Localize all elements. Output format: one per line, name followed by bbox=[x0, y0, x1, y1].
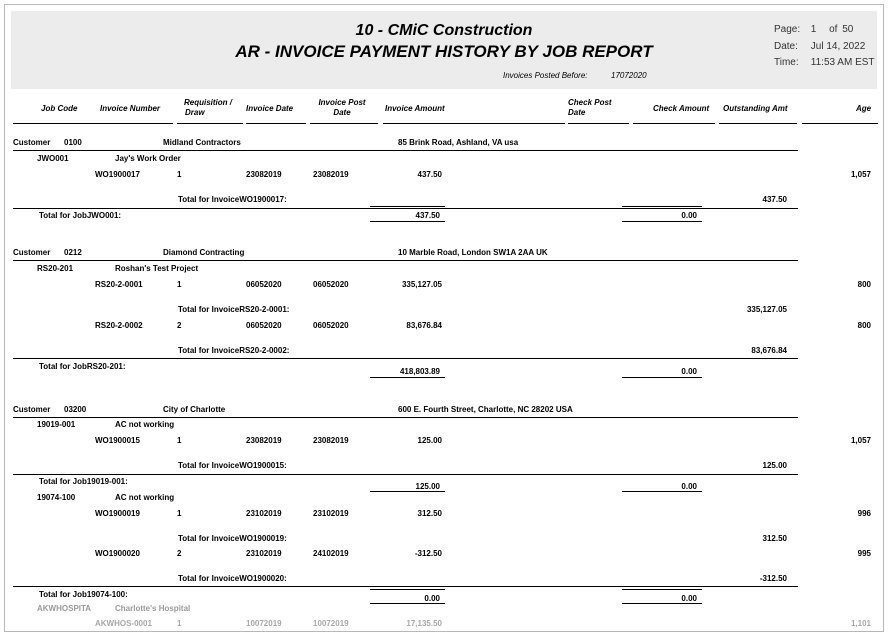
age: 995 bbox=[857, 549, 871, 558]
time-value: 11:53 AM EST bbox=[810, 57, 875, 68]
col-check-post-date bbox=[568, 98, 612, 118]
age: 1,057 bbox=[850, 170, 871, 179]
time-label: Time: bbox=[774, 57, 799, 68]
report-title: AR - INVOICE PAYMENT HISTORY BY JOB REPORT bbox=[235, 42, 653, 61]
invoice-amount: 17,135.50 bbox=[406, 619, 442, 628]
sum-rule bbox=[622, 377, 702, 378]
page-of: of bbox=[829, 24, 838, 35]
header-rule bbox=[802, 123, 878, 124]
col-invoice-post-line2: Date bbox=[333, 108, 351, 117]
job-total-amount: 437.50 bbox=[415, 211, 440, 220]
header-rule bbox=[383, 123, 565, 124]
sum-rule bbox=[622, 221, 702, 222]
customer-code: 0212 bbox=[64, 248, 82, 257]
customer-address: 10 Marble Road, London SW1A 2AA UK bbox=[398, 248, 548, 257]
job-total-rule bbox=[13, 586, 798, 587]
report-page bbox=[4, 4, 884, 632]
header-rule bbox=[719, 123, 797, 124]
company-title: 10 - CMiC Construction bbox=[355, 22, 533, 39]
sum-rule bbox=[622, 603, 702, 604]
job-name: Roshan's Test Project bbox=[115, 264, 199, 273]
customer-rule bbox=[13, 260, 798, 261]
sum-rule bbox=[370, 589, 445, 590]
col-job-code: Job Code bbox=[41, 104, 78, 113]
header-rule bbox=[13, 123, 99, 124]
job-code: RS20-201 bbox=[37, 264, 74, 273]
job-code: 19019-001 bbox=[37, 420, 76, 429]
col-check-post-line2: Date bbox=[568, 108, 586, 117]
draw: 1 bbox=[177, 619, 182, 628]
job-name: AC not working bbox=[115, 420, 175, 429]
sum-rule bbox=[370, 206, 445, 207]
sum-rule bbox=[622, 358, 702, 359]
draw: 2 bbox=[177, 549, 182, 558]
invoice-total-label: Total for InvoiceWO1900020: bbox=[178, 574, 287, 583]
invoice-number: RS20-2-0002 bbox=[95, 321, 143, 330]
job-total-rule bbox=[13, 208, 798, 209]
draw: 1 bbox=[177, 509, 182, 518]
customer-name: City of Charlotte bbox=[163, 405, 226, 414]
invoice-post-date: 23102019 bbox=[313, 509, 349, 518]
invoice-total-outstanding: 335,127.05 bbox=[746, 305, 787, 314]
sum-rule bbox=[370, 358, 445, 359]
invoice-number: WO1900017 bbox=[95, 170, 140, 179]
report-header bbox=[11, 11, 877, 89]
invoice-post-date: 06052020 bbox=[313, 321, 349, 330]
time-info bbox=[774, 57, 875, 68]
age: 800 bbox=[857, 321, 871, 330]
col-requisition bbox=[173, 98, 243, 118]
invoice-total-outstanding: 83,676.84 bbox=[751, 346, 787, 355]
job-name: Charlotte's Hospital bbox=[115, 604, 191, 613]
invoice-total-label: Total for InvoiceWO1900017: bbox=[178, 195, 287, 204]
draw: 2 bbox=[177, 321, 182, 330]
invoice-total-outstanding: -312.50 bbox=[759, 574, 787, 583]
sum-rule bbox=[622, 206, 702, 207]
age: 800 bbox=[857, 280, 871, 289]
job-total-label: Total for Job19019-001: bbox=[39, 477, 128, 486]
page-total: 50 bbox=[842, 24, 854, 35]
customer-rule bbox=[13, 150, 798, 151]
job-total-label: Total for JobJWO001: bbox=[39, 211, 122, 220]
draw: 1 bbox=[177, 170, 182, 179]
invoice-post-date: 24102019 bbox=[313, 549, 349, 558]
col-invoice-post-date bbox=[307, 98, 377, 118]
col-invoice-post-line1: Invoice Post bbox=[318, 98, 366, 107]
invoice-total-label: Total for InvoiceRS20-2-0002: bbox=[178, 346, 290, 355]
date-info bbox=[774, 41, 865, 52]
customer-name: Diamond Contracting bbox=[163, 248, 245, 257]
invoice-amount: 437.50 bbox=[417, 170, 442, 179]
invoice-total-label: Total for InvoiceWO1900019: bbox=[178, 534, 287, 543]
header-rule bbox=[568, 123, 629, 124]
draw: 1 bbox=[177, 280, 182, 289]
customer-label: Customer bbox=[13, 138, 51, 147]
job-total-check: 0.00 bbox=[681, 211, 697, 220]
customer-label: Customer bbox=[13, 405, 51, 414]
invoice-amount: 312.50 bbox=[417, 509, 442, 518]
col-outstanding: Outstanding Amt bbox=[723, 104, 788, 113]
customer-code: 03200 bbox=[64, 405, 87, 414]
invoice-total-outstanding: 312.50 bbox=[762, 534, 787, 543]
header-rule bbox=[98, 123, 173, 124]
sum-rule bbox=[622, 474, 702, 475]
sum-rule bbox=[370, 221, 445, 222]
invoice-post-date: 23082019 bbox=[313, 436, 349, 445]
customer-code: 0100 bbox=[64, 138, 82, 147]
sum-rule bbox=[370, 491, 445, 492]
sum-rule bbox=[622, 589, 702, 590]
sum-rule bbox=[370, 474, 445, 475]
invoice-number: WO1900019 bbox=[95, 509, 140, 518]
invoice-amount: 335,127.05 bbox=[401, 280, 442, 289]
customer-name: Midland Contractors bbox=[163, 138, 241, 147]
date-label: Date: bbox=[774, 41, 798, 52]
customer-rule bbox=[13, 417, 798, 418]
invoice-number: WO1900015 bbox=[95, 436, 140, 445]
col-invoice-number: Invoice Number bbox=[100, 104, 161, 113]
invoice-amount: 83,676.84 bbox=[406, 321, 442, 330]
posted-before-label: Invoices Posted Before: bbox=[503, 71, 588, 80]
customer-label: Customer bbox=[13, 248, 51, 257]
sum-rule bbox=[622, 491, 702, 492]
job-total-amount: 125.00 bbox=[415, 482, 440, 491]
invoice-post-date: 06052020 bbox=[313, 280, 349, 289]
date-value: Jul 14, 2022 bbox=[810, 41, 866, 52]
age: 1,101 bbox=[850, 619, 871, 628]
age: 996 bbox=[857, 509, 871, 518]
invoice-post-date: 23082019 bbox=[313, 170, 349, 179]
age: 1,057 bbox=[850, 436, 871, 445]
job-code: JWO001 bbox=[37, 154, 69, 163]
header-rule bbox=[633, 123, 715, 124]
invoice-number: WO1900020 bbox=[95, 549, 140, 558]
invoice-total-outstanding: 437.50 bbox=[762, 195, 787, 204]
invoice-date: 23082019 bbox=[246, 170, 282, 179]
invoice-total-label: Total for InvoiceWO1900015: bbox=[178, 461, 287, 470]
invoice-amount: -312.50 bbox=[414, 549, 442, 558]
sum-rule bbox=[370, 377, 445, 378]
col-check-post-line1: Check Post bbox=[568, 98, 612, 107]
invoice-post-date: 10072019 bbox=[313, 619, 349, 628]
invoice-number: AKWHOS-0001 bbox=[95, 619, 152, 628]
page-number: 1 bbox=[810, 24, 817, 35]
col-requisition-line2: Draw bbox=[185, 108, 205, 117]
customer-address: 600 E. Fourth Street, Charlotte, NC 28202 USA bbox=[398, 405, 573, 414]
invoice-date: 23102019 bbox=[246, 549, 282, 558]
col-invoice-amount: Invoice Amount bbox=[385, 104, 445, 113]
invoice-number: RS20-2-0001 bbox=[95, 280, 143, 289]
col-requisition-line1: Requisition / bbox=[184, 98, 232, 107]
draw: 1 bbox=[177, 436, 182, 445]
invoice-total-label: Total for InvoiceRS20-2-0001: bbox=[178, 305, 290, 314]
job-total-check: 0.00 bbox=[681, 367, 697, 376]
job-name: Jay's Work Order bbox=[115, 154, 181, 163]
job-code: AKWHOSPITA bbox=[37, 604, 92, 613]
col-age: Age bbox=[856, 104, 872, 113]
page-label: Page: bbox=[774, 24, 801, 35]
invoice-date: 10072019 bbox=[246, 619, 282, 628]
header-rule bbox=[177, 123, 243, 124]
invoice-amount: 125.00 bbox=[417, 436, 442, 445]
job-total-label: Total for JobRS20-201: bbox=[39, 362, 126, 371]
customer-address: 85 Brink Road, Ashland, VA usa bbox=[398, 138, 519, 147]
header-rule bbox=[246, 123, 306, 124]
invoice-date: 23082019 bbox=[246, 436, 282, 445]
invoice-date: 23102019 bbox=[246, 509, 282, 518]
header-rule bbox=[310, 123, 378, 124]
job-code: 19074-100 bbox=[37, 493, 76, 502]
col-check-amount: Check Amount bbox=[653, 104, 710, 113]
page-info bbox=[774, 24, 853, 35]
invoice-date: 06052020 bbox=[246, 280, 282, 289]
job-name: AC not working bbox=[115, 493, 175, 502]
job-total-label: Total for Job19074-100: bbox=[39, 590, 128, 599]
job-total-amount: 418,803.89 bbox=[399, 367, 440, 376]
posted-before-value: 17072020 bbox=[611, 71, 647, 80]
job-total-amount: 0.00 bbox=[424, 594, 440, 603]
job-total-check: 0.00 bbox=[681, 594, 697, 603]
sum-rule bbox=[370, 603, 445, 604]
invoice-total-outstanding: 125.00 bbox=[762, 461, 787, 470]
invoice-date: 06052020 bbox=[246, 321, 282, 330]
job-total-check: 0.00 bbox=[681, 482, 697, 491]
col-invoice-date: Invoice Date bbox=[246, 104, 294, 113]
